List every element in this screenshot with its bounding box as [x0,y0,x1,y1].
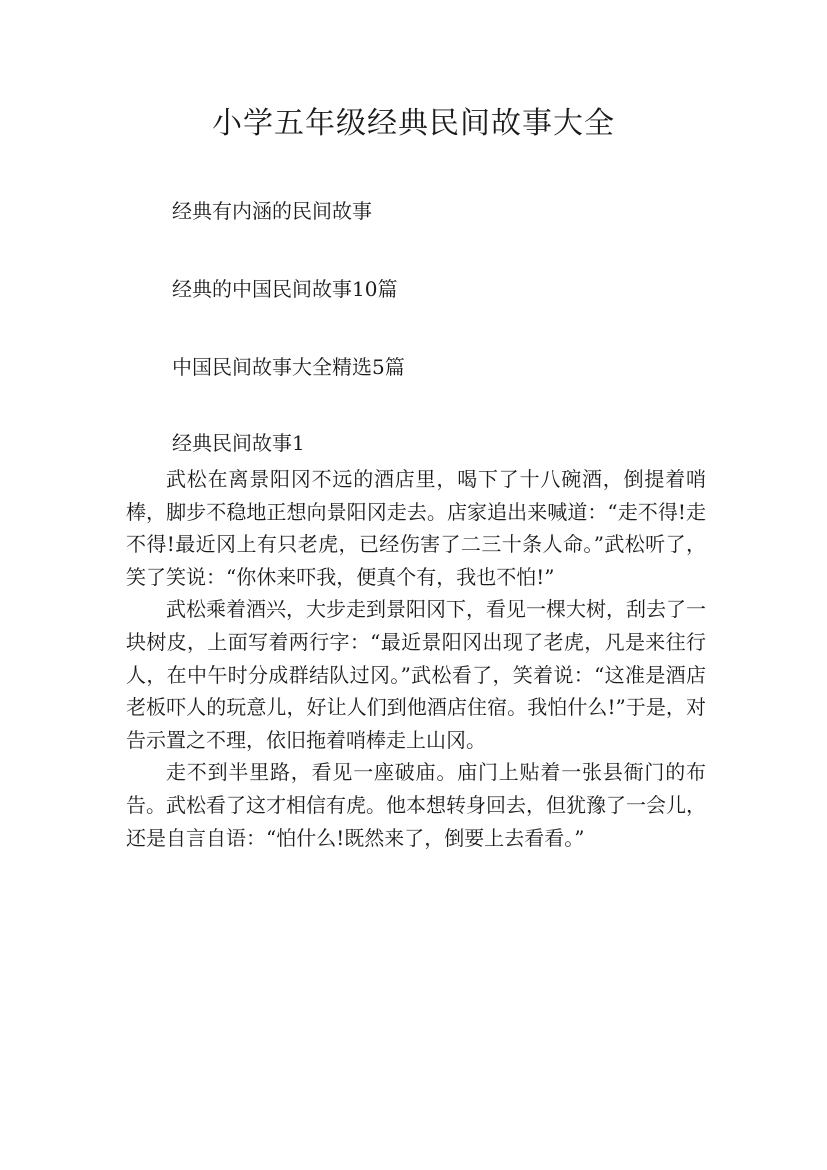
story-paragraph-1: 武松在离景阳冈不远的酒店里，喝下了十八碗酒，倒提着哨棒，脚步不稳地正想向景阳冈走去。店家追出来喊道：“走不得!走不得!最近冈上有只老虎，已经伤害了二三十条人命。”武松听了，笑了笑说：“你休来吓我，便真个有，我也不怕!” [126,467,706,589]
story-body [126,463,706,854]
document-title: 小学五年级经典民间故事大全 [212,106,615,141]
story-paragraph-3: 走不到半里路，看见一座破庙。庙门上贴着一张县衙门的布告。武松看了这才相信有虎。他本想转身回去，但犹豫了一会儿，还是自言自语：“怕什么!既然来了，倒要上去看看。” [126,760,706,850]
story-paragraph-2: 武松乘着酒兴，大步走到景阳冈下，看见一棵大树，刮去了一块树皮，上面写着两行字：“最近景阳冈出现了老虎，凡是来往行人，在中午时分成群结队过冈。”武松看了，笑着说：“这准是酒店老板吓人的玩意儿，好让人们到他酒店住宿。我怕什么!”于是，对告示置之不理，依旧拖着哨棒走上山冈。 [126,597,706,752]
related-story-link-3[interactable]: 中国民间故事大全精选5篇 [172,355,405,379]
related-story-link-1[interactable]: 经典有内涵的民间故事 [172,199,372,223]
story-heading: 经典民间故事1 [172,431,305,455]
related-story-link-2[interactable]: 经典的中国民间故事10篇 [172,277,398,301]
